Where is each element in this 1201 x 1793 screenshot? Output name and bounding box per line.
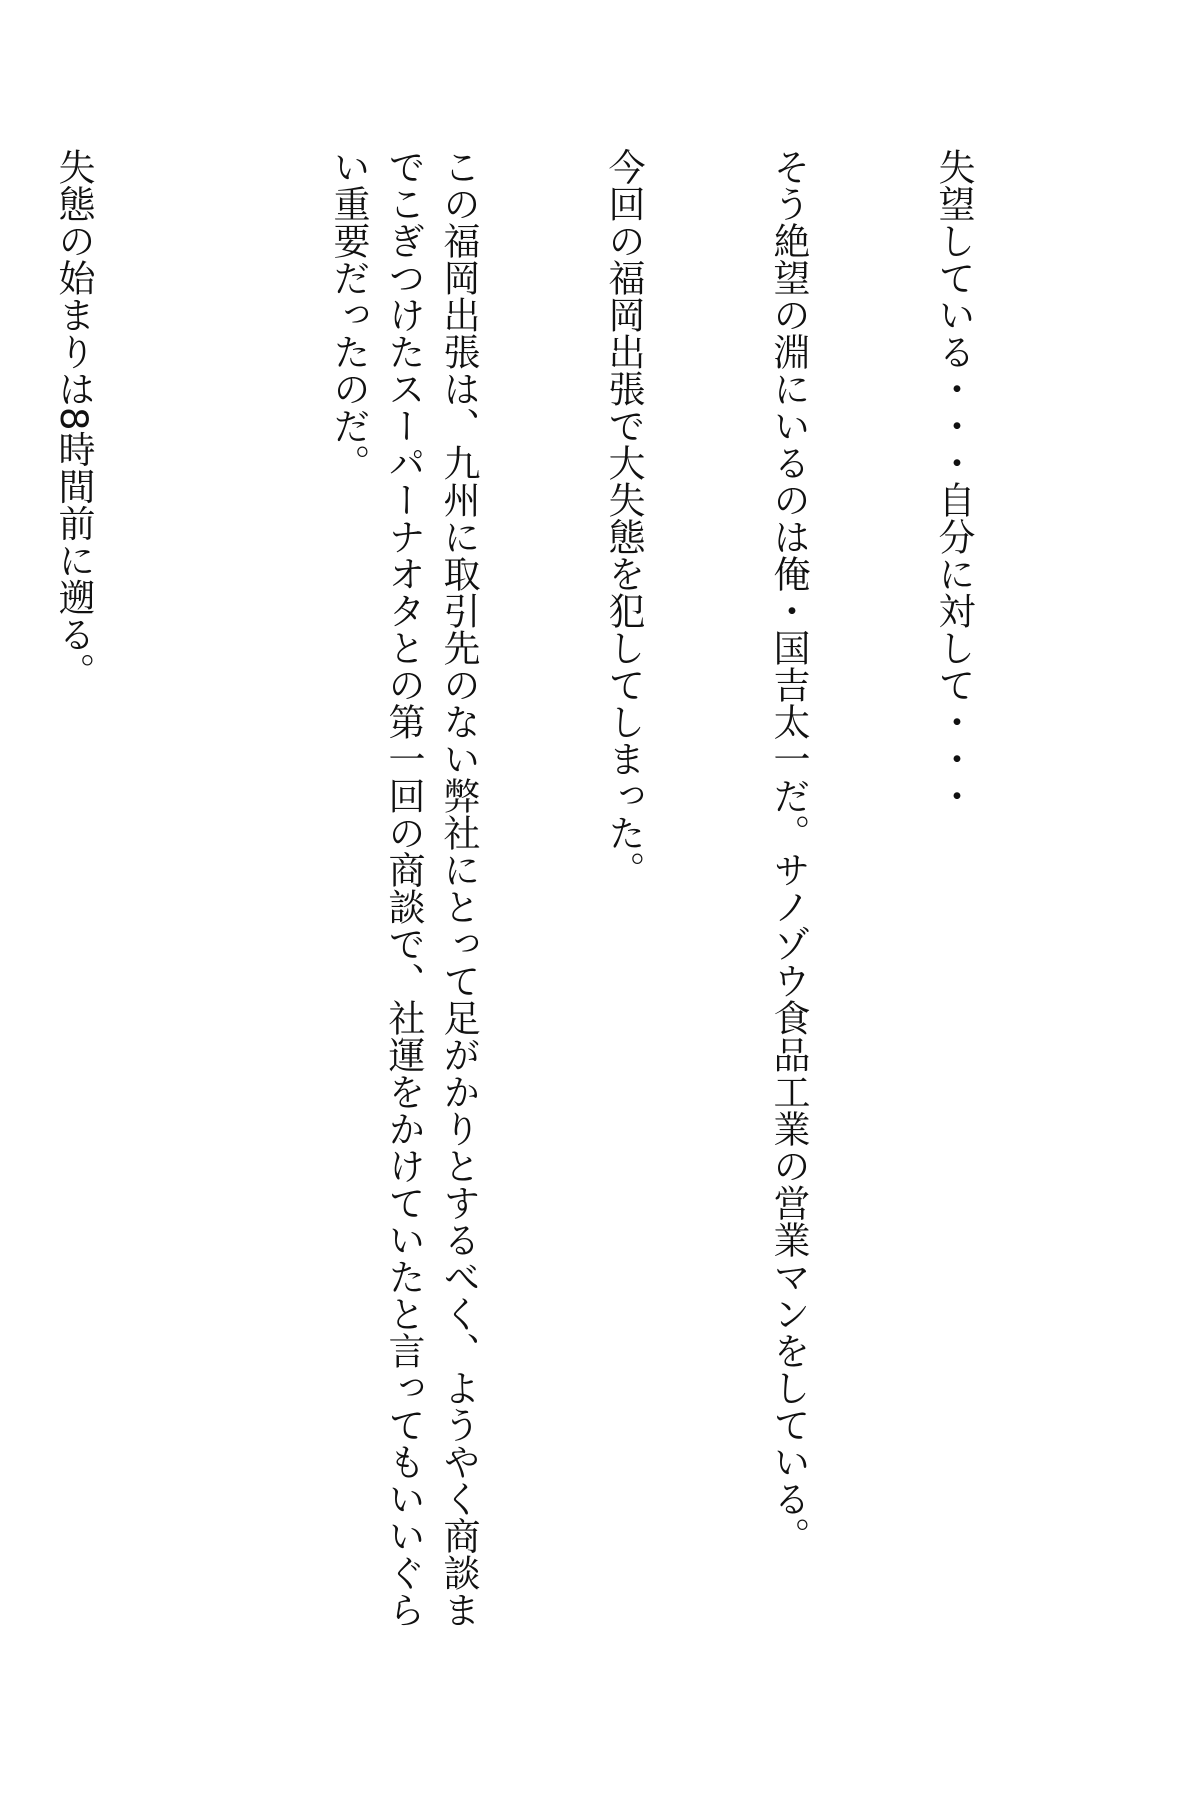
paragraph: 失態の始まりは8時間前に遡る。 <box>52 148 95 690</box>
paragraph: 今回の福岡出張で大失態を犯してしまった。 <box>602 148 645 888</box>
paragraph: この福岡出張は、九州に取引先のない弊社にとって足がかりとするべく、ようやく商談までこぎつけたスーパーナオタとの第一回の商談で、社運をかけていたと言ってもいいぐらい重要だったのだ。 <box>327 148 480 1628</box>
paragraph: 失望している・・・自分に対して・・・ <box>932 148 975 814</box>
vertical-text-body <box>0 148 1091 1648</box>
paragraph: そう絶望の淵にいるのは俺・国吉太一だ。サノゾウ食品工業の営業マンをしている。 <box>767 148 810 1554</box>
